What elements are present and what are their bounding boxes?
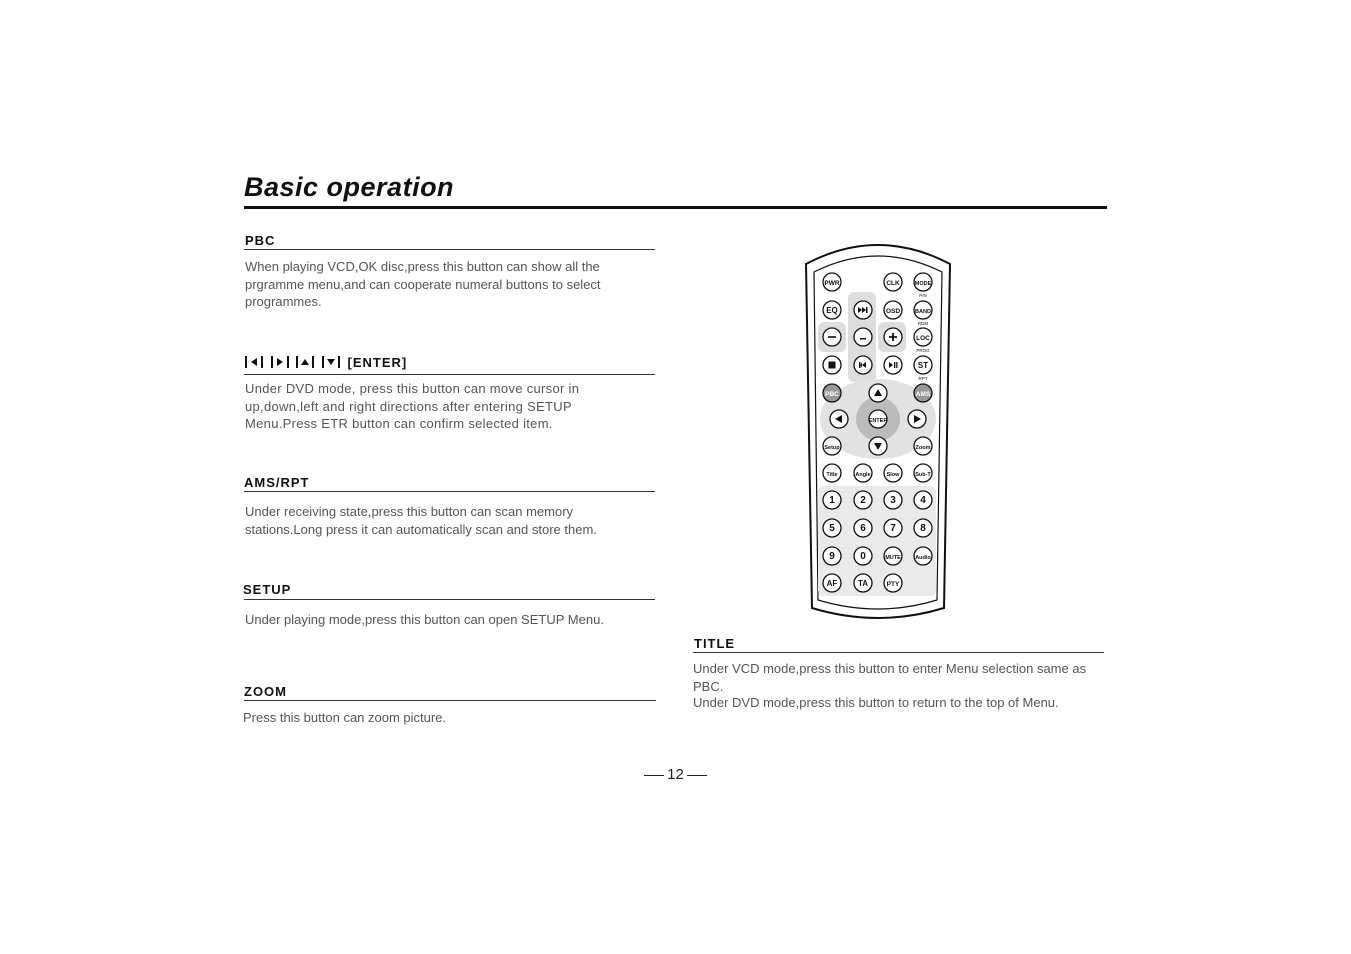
remote-glyph-icon <box>828 336 836 338</box>
remote-control-illustration <box>796 236 960 622</box>
remote-small-label: RDM <box>917 321 929 326</box>
left-arrow-icon <box>245 356 263 368</box>
down-arrow-icon <box>322 356 340 368</box>
remote-button-label: MODE <box>914 281 932 287</box>
remote-button-label: Sub-T <box>915 472 931 478</box>
remote-button-label: MUTE <box>885 555 901 561</box>
remote-button-label: 6 <box>860 523 866 534</box>
remote-glyph-icon <box>860 338 866 340</box>
pbc-rule <box>244 249 655 250</box>
right-arrow-icon <box>271 356 289 368</box>
title-section-heading: TITLE <box>694 636 736 651</box>
remote-button-label: 2 <box>860 495 866 506</box>
remote-button-label: PWR <box>824 280 840 287</box>
remote-button-label: EQ <box>826 306 838 315</box>
setup-heading: SETUP <box>243 582 292 597</box>
ams-rule <box>244 491 655 492</box>
remote-button-label: 7 <box>890 523 896 534</box>
remote-button-label: CLK <box>886 280 900 287</box>
enter-label: [ENTER] <box>347 355 408 370</box>
up-arrow-icon <box>296 356 314 368</box>
setup-rule <box>244 599 655 600</box>
title-section-body-2: Under DVD mode,press this button to return to the top of Menu. <box>693 695 1059 710</box>
remote-button-label: PTY <box>886 581 900 588</box>
dash-right <box>687 775 707 776</box>
remote-button-label: OSD <box>885 308 901 315</box>
remote-button-label: BAND <box>915 309 931 315</box>
remote-button <box>854 328 872 346</box>
page-title: Basic operation <box>244 172 455 202</box>
remote-button-label: 1 <box>829 495 835 506</box>
title-section-body-1: Under VCD mode,press this button to enter Menu selection same as PBC. <box>693 661 1087 694</box>
remote-button-label: AF <box>826 579 838 588</box>
remote-small-label: PROG <box>916 348 930 353</box>
zoom-heading: ZOOM <box>244 684 287 699</box>
remote-button-label: ST <box>917 361 929 370</box>
pbc-heading: PBC <box>245 233 276 248</box>
remote-button-label: Zoom <box>915 445 931 451</box>
remote-button-label: Setup <box>824 445 840 451</box>
arrows-rule <box>244 374 655 375</box>
remote-small-label: RPT <box>918 376 928 381</box>
arrows-heading <box>245 355 407 370</box>
remote-button-label: Audio <box>915 555 931 561</box>
remote-button-label: Title <box>826 472 838 478</box>
title-section-rule <box>693 652 1104 653</box>
remote-button-label: 4 <box>920 495 926 506</box>
remote-button-label: 8 <box>920 523 926 534</box>
remote-button-label: 3 <box>890 495 896 506</box>
remote-glyph-icon <box>829 362 836 369</box>
remote-button-label: Angle <box>855 472 871 478</box>
remote-button-label: Slow <box>886 472 900 478</box>
remote-button-label: AMS <box>915 391 931 398</box>
setup-body: Under playing mode,press this button can open SETUP Menu. <box>245 612 604 627</box>
remote-button-label: ENTER <box>868 418 888 424</box>
arrows-body: Under DVD mode, press this button can move cursor in up,down,left and right directions after entering SETUP Menu.Press ETR button can confirm selected item. <box>245 381 580 431</box>
remote-button-label: PBC <box>825 391 839 398</box>
dash-left <box>644 775 664 776</box>
page-number-text: 12 <box>667 766 684 783</box>
zoom-body: Press this button can zoom picture. <box>243 710 447 725</box>
remote-button-label: 5 <box>829 523 835 534</box>
page-number <box>0 766 1351 783</box>
remote-button-label: TA <box>857 579 869 588</box>
title-rule <box>244 206 1107 209</box>
remote-button-label: 0 <box>860 551 866 562</box>
remote-button-label: 9 <box>829 551 835 562</box>
zoom-rule <box>244 700 656 701</box>
remote-small-label: P/N <box>919 293 927 298</box>
remote-button-label: LOC <box>916 335 930 342</box>
ams-body: Under receiving state,press this button can scan memory stations.Long press it can automatically scan and store them. <box>245 504 597 537</box>
ams-heading: AMS/RPT <box>244 475 310 490</box>
pbc-body: When playing VCD,OK disc,press this button can show all the prgramme menu,and can cooperate numeral buttons to select programmes. <box>245 259 601 309</box>
